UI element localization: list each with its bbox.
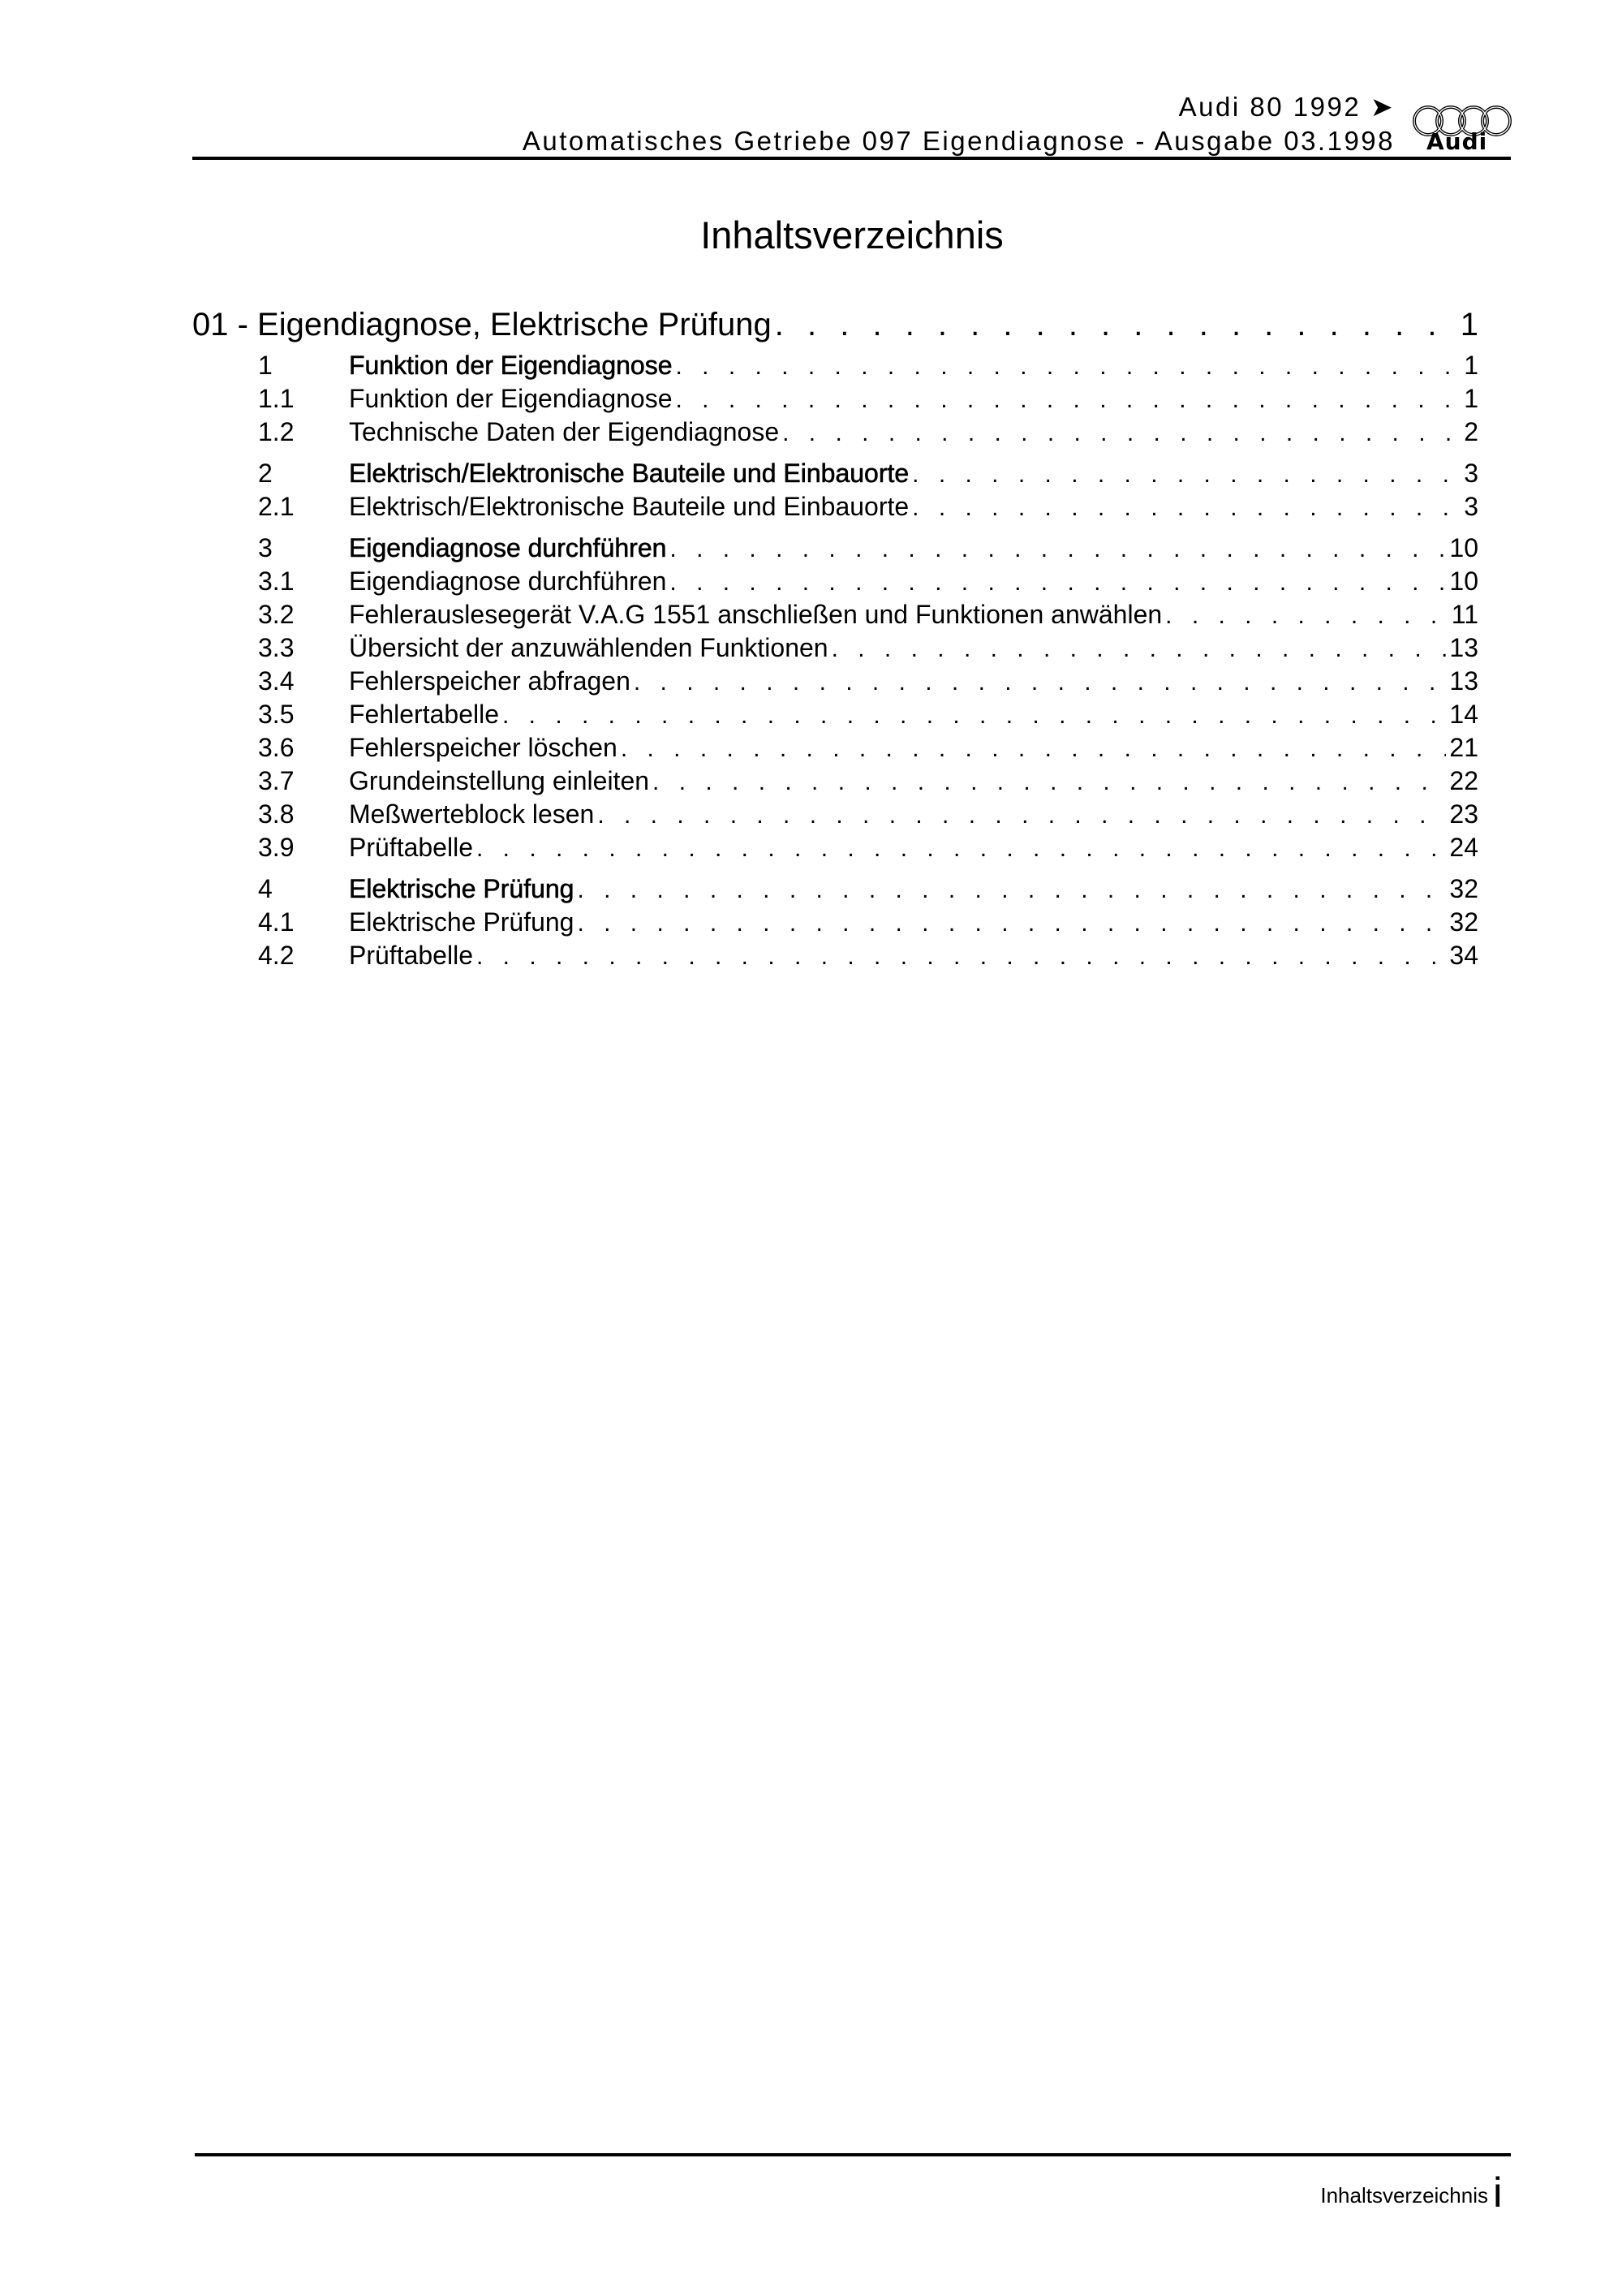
entry-number: 2 bbox=[258, 459, 273, 488]
header-subtitle: Automatisches Getriebe 097 Eigendiagnose - Ausgabe 03.1998 bbox=[522, 126, 1395, 156]
dot-leader bbox=[502, 702, 1446, 730]
entry-number: 3.7 bbox=[258, 766, 295, 795]
entry-page: 1 bbox=[1464, 351, 1478, 380]
entry-title: Elektrische Prüfung bbox=[349, 874, 574, 903]
toc-section[interactable] bbox=[258, 874, 1478, 907]
dot-leader bbox=[912, 461, 1461, 489]
entry-number: 4 bbox=[258, 874, 273, 903]
entry-page: 10 bbox=[1449, 533, 1478, 562]
entry-title: Meßwerteblock lesen bbox=[349, 799, 595, 829]
toc-section[interactable] bbox=[258, 459, 1478, 492]
entry-number: 3.2 bbox=[258, 600, 295, 629]
entry-page: 22 bbox=[1449, 766, 1478, 795]
entry-page: 23 bbox=[1449, 799, 1478, 829]
entry-page: 11 bbox=[1451, 600, 1478, 629]
dot-leader bbox=[476, 943, 1446, 971]
toc-subsection[interactable] bbox=[258, 600, 1478, 633]
entry-page: 13 bbox=[1449, 666, 1478, 696]
entry-title: Prüftabelle bbox=[349, 941, 473, 970]
dot-leader bbox=[775, 307, 1457, 343]
dot-leader bbox=[476, 835, 1446, 863]
header-model: Audi 80 1992 ➤ bbox=[1178, 92, 1395, 122]
chapter-title: 01 - Eigendiagnose, Elektrische Prüfung bbox=[192, 307, 772, 342]
header-rule bbox=[192, 157, 1511, 160]
footer-page-number: i bbox=[1493, 2169, 1503, 2216]
entry-number: 3.4 bbox=[258, 666, 295, 696]
toc-subsection[interactable] bbox=[258, 700, 1478, 733]
page-title: Inhaltsverzeichnis bbox=[700, 213, 1004, 256]
entry-title: Funktion der Eigendiagnose bbox=[349, 351, 673, 380]
toc-subsection[interactable] bbox=[258, 833, 1478, 866]
entry-number: 2.1 bbox=[258, 492, 295, 521]
entry-page: 32 bbox=[1449, 907, 1478, 937]
entry-page: 2 bbox=[1464, 417, 1478, 446]
entry-title: Fehlerspeicher abfragen bbox=[349, 666, 630, 696]
entry-number: 3.6 bbox=[258, 733, 295, 762]
dot-leader bbox=[782, 420, 1461, 447]
entry-number: 3.8 bbox=[258, 799, 295, 829]
entry-number: 3.9 bbox=[258, 833, 295, 862]
toc-subsection[interactable] bbox=[258, 766, 1478, 799]
entry-number: 1.2 bbox=[258, 417, 295, 446]
entry-page: 24 bbox=[1449, 833, 1478, 862]
dot-leader bbox=[669, 569, 1446, 597]
toc-subsection[interactable] bbox=[258, 666, 1478, 700]
entry-title: Fehlerspeicher löschen bbox=[349, 733, 617, 762]
footer-section: Inhaltsverzeichnis bbox=[1320, 2183, 1488, 2208]
entry-page: 1 bbox=[1464, 384, 1478, 413]
entry-title: Fehlertabelle bbox=[349, 700, 499, 729]
dot-leader bbox=[676, 353, 1461, 381]
dot-leader bbox=[577, 877, 1446, 904]
toc-list bbox=[258, 351, 1478, 974]
entry-page: 10 bbox=[1449, 566, 1478, 596]
chapter-page: 1 bbox=[1460, 307, 1478, 342]
dot-leader bbox=[832, 635, 1447, 663]
dot-leader bbox=[652, 769, 1446, 796]
toc-chapter[interactable] bbox=[192, 307, 1478, 343]
entry-page: 32 bbox=[1449, 874, 1478, 903]
entry-number: 3 bbox=[258, 533, 273, 562]
entry-number: 3.3 bbox=[258, 633, 295, 662]
toc-section[interactable] bbox=[258, 351, 1478, 384]
entry-number: 3.5 bbox=[258, 700, 295, 729]
toc-subsection[interactable] bbox=[258, 417, 1478, 450]
dot-leader bbox=[634, 669, 1447, 696]
entry-page: 3 bbox=[1464, 492, 1478, 521]
toc-subsection[interactable] bbox=[258, 492, 1478, 525]
entry-page: 21 bbox=[1449, 733, 1478, 762]
entry-title: Funktion der Eigendiagnose bbox=[349, 384, 673, 413]
dot-leader bbox=[912, 494, 1461, 522]
dot-leader bbox=[597, 802, 1446, 829]
entry-title: Übersicht der anzuwählenden Funktionen bbox=[349, 633, 828, 662]
entry-title: Eigendiagnose durchführen bbox=[349, 566, 667, 596]
toc-subsection[interactable] bbox=[258, 633, 1478, 666]
dot-leader bbox=[621, 735, 1447, 763]
toc-subsection[interactable] bbox=[258, 907, 1478, 941]
entry-title: Elektrische Prüfung bbox=[349, 907, 574, 937]
entry-title: Grundeinstellung einleiten bbox=[349, 766, 650, 795]
entry-title: Prüftabelle bbox=[349, 833, 473, 862]
entry-page: 14 bbox=[1449, 700, 1478, 729]
dot-leader bbox=[669, 536, 1446, 563]
entry-title: Fehlerauslesegerät V.A.G 1551 anschließen und Funktionen anwählen bbox=[349, 600, 1163, 629]
entry-title: Elektrisch/Elektronische Bauteile und Einbauorte bbox=[349, 492, 910, 521]
entry-number: 4.2 bbox=[258, 941, 295, 970]
entry-number: 1 bbox=[258, 351, 273, 380]
dot-leader bbox=[1165, 602, 1448, 630]
entry-title: Elektrisch/Elektronische Bauteile und Einbauorte bbox=[349, 459, 910, 488]
entry-number: 3.1 bbox=[258, 566, 295, 596]
entry-page: 13 bbox=[1449, 633, 1478, 662]
toc-subsection[interactable] bbox=[258, 733, 1478, 766]
toc-subsection[interactable] bbox=[258, 799, 1478, 833]
toc-subsection[interactable] bbox=[258, 941, 1478, 974]
entry-title: Eigendiagnose durchführen bbox=[349, 533, 667, 562]
entry-number: 4.1 bbox=[258, 907, 295, 937]
toc-section[interactable] bbox=[258, 533, 1478, 566]
entry-page: 3 bbox=[1464, 459, 1478, 488]
toc-subsection[interactable] bbox=[258, 384, 1478, 417]
dot-leader bbox=[577, 910, 1446, 937]
toc-subsection[interactable] bbox=[258, 566, 1478, 600]
entry-title: Technische Daten der Eigendiagnose bbox=[349, 417, 780, 446]
footer-rule bbox=[195, 2153, 1511, 2156]
entry-number: 1.1 bbox=[258, 384, 295, 413]
audi-wordmark: Audi bbox=[1426, 128, 1488, 155]
dot-leader bbox=[676, 386, 1461, 414]
entry-page: 34 bbox=[1449, 941, 1478, 970]
